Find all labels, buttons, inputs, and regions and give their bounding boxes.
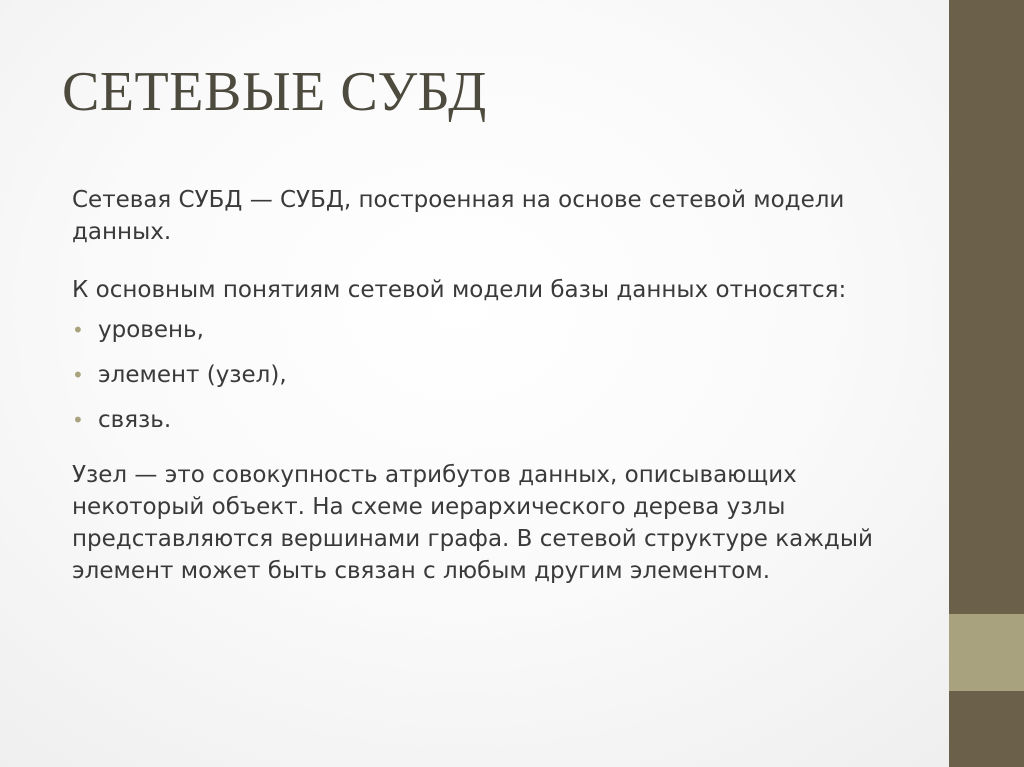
list-item-text: уровень, [98,317,204,343]
list-item [72,314,932,346]
concepts-intro-paragraph: К основным понятиям сетевой модели базы данных относятся: [72,277,847,303]
node-description-paragraph: Узел — это совокупность атрибутов данных, описывающих некоторый объект. На схеме иерархического дерева узлы представляются вершинами графа. В сетевой структуре каждый элемент может быть связан с любым другим элементом. [72,462,873,584]
bullet-icon: • [72,363,84,387]
slide-title: СЕТЕВЫЕ СУБД [62,61,487,123]
list-item-text: элемент (узел), [98,362,287,388]
list-item [72,404,932,436]
side-decoration-bar [949,0,1024,767]
concepts-list [72,314,932,436]
definition-paragraph: Сетевая СУБД — СУБД, построенная на основе сетевой модели данных. [72,187,845,245]
bullet-icon: • [72,318,84,342]
side-bar-accent-block [949,614,1024,691]
bullet-icon: • [72,408,84,432]
list-item [72,359,932,391]
slide-content [72,184,932,587]
list-item-text: связь. [98,407,172,433]
